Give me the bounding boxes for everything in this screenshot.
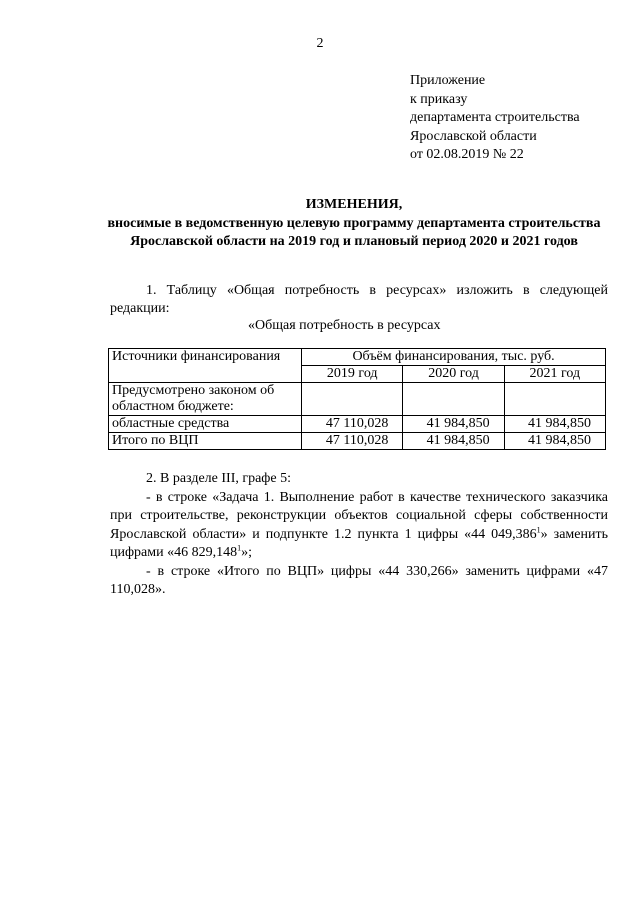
row-value	[302, 383, 403, 416]
table-row	[109, 416, 606, 433]
row-value	[403, 383, 504, 416]
header-year: 2020 год	[403, 366, 504, 383]
row-label: областные средства	[109, 416, 302, 433]
section-2-item-1	[110, 489, 608, 563]
appendix-line: Ярославской области	[410, 128, 537, 144]
footnote-mark: 1	[536, 524, 541, 534]
row-label: Итого по ВЦП	[109, 433, 302, 450]
table-caption: «Общая потребность в ресурсах	[248, 318, 441, 333]
item-1-text: - в строке «Задача 1. Выполнение работ в качестве технического заказчика при строительстве, реконструкции объектов социальной сферы собственности Ярославской области» и подпункте 1.2 пункта 1 цифры «44 049,386	[110, 489, 608, 542]
item-1-text: »;	[241, 545, 253, 560]
table-row	[109, 383, 606, 416]
page-number: 2	[316, 36, 324, 51]
row-value: 41 984,850	[504, 416, 605, 433]
row-value: 47 110,028	[302, 433, 403, 450]
section-2-intro: 2. В разделе III, графе 5:	[146, 471, 291, 486]
appendix-line: к приказу	[410, 91, 468, 107]
appendix-line: от 02.08.2019 № 22	[410, 147, 524, 162]
resources-table	[108, 348, 606, 450]
header-year: 2019 год	[302, 366, 403, 383]
row-value: 41 984,850	[403, 416, 504, 433]
item-1-text: » заменить цифрами «46 829,148	[110, 526, 608, 560]
title-subheading: вносимые в ведомственную целевую программу департамента строительства Ярославской области на 2019 год и плановый период 2020 и 2021 годов	[107, 215, 601, 249]
header-volume: Объём финансирования, тыс. руб.	[302, 349, 606, 366]
header-year: 2021 год	[504, 366, 605, 383]
table-row	[109, 433, 606, 450]
row-label: Предусмотрено законом об областном бюджете:	[109, 383, 302, 416]
row-value	[504, 383, 605, 416]
title-heading: ИЗМЕНЕНИЯ,	[305, 197, 403, 212]
footnote-mark: 1	[237, 543, 242, 553]
header-source: Источники финансирования	[109, 349, 302, 383]
appendix-block	[410, 72, 580, 165]
row-value: 47 110,028	[302, 416, 403, 433]
section-2-item-2: - в строке «Итого по ВЦП» цифры «44 330,266» заменить цифрами «47 110,028».	[110, 563, 608, 597]
appendix-line: Приложение	[410, 73, 486, 88]
row-value: 41 984,850	[504, 433, 605, 450]
paragraph-1: 1. Таблицу «Общая потребность в ресурсах» изложить в следующей редакции:	[110, 283, 608, 316]
section-2	[110, 470, 608, 600]
table-header-row	[109, 349, 606, 366]
appendix-line: департамента строительства	[410, 110, 580, 125]
document-title	[100, 196, 608, 252]
row-value: 41 984,850	[403, 433, 504, 450]
